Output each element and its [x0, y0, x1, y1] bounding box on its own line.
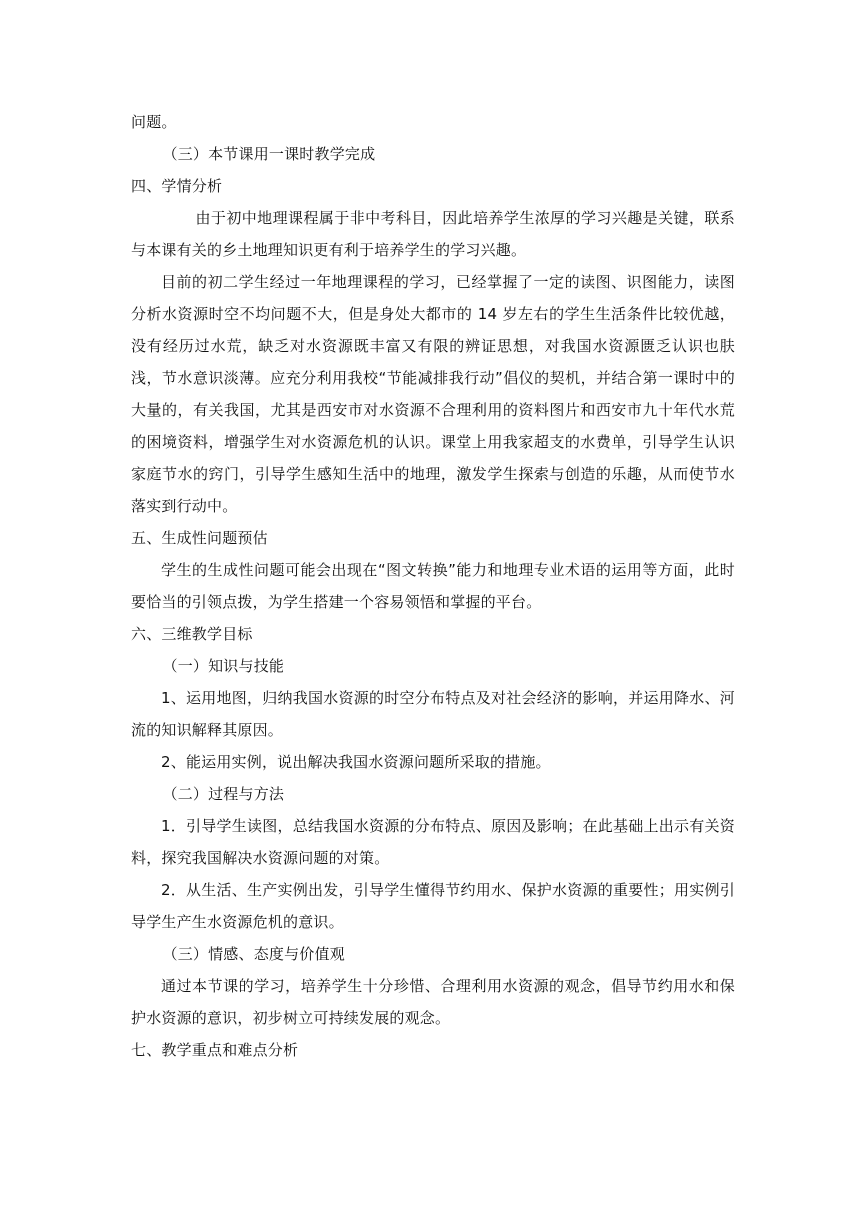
document-body [131, 106, 735, 1066]
paragraph-emotion-values: 通过本节课的学习，培养学生十分珍惜、合理利用水资源的观念，倡导节约用水和保护水资源的意识，初步树立可持续发展的观念。 [131, 977, 735, 1027]
heading-generative-issues: 五、生成性问题预估 [131, 529, 268, 547]
paragraph-process-2: 2．从生活、生产实例出发，引导学生懂得节约用水、保护水资源的重要性；用实例引导学生产生水资源危机的意识。 [131, 881, 735, 931]
paragraph-student-interest: 由于初中地理课程属于非中考科目，因此培养学生浓厚的学习兴趣是关键，联系与本课有关的乡土地理知识更有利于培养学生的学习兴趣。 [131, 209, 735, 259]
heading-key-points: 七、教学重点和难点分析 [131, 1041, 299, 1059]
paragraph-student-situation: 目前的初二学生经过一年地理课程的学习，已经掌握了一定的读图、识图能力，读图分析水资源时空不均问题不大，但是身处大都市的 14 岁左右的学生生活条件比较优越，没有经历过水荒，缺乏对水资源既丰富又有限的辨证思想，对我国水资源匮乏认识也肤浅，节水意识淡薄。应充分利用我校“节能减排我行动”倡仪的契机，并结合第一课时中的大量的，有关我国，尤其是西安市对水资源不合理利用的资料图片和西安市九十年代水荒的困境资料，增强学生对水资源危机的认识。课堂上用我家超支的水费单，引导学生认识家庭节水的窍门，引导学生感知生活中的地理，激发学生探索与创造的乐趣，从而使节水落实到行动中。 [131, 273, 735, 515]
subsection-class-hours: （三）本节课用一课时教学完成 [162, 145, 376, 163]
paragraph-goal-2: 2、能运用实例，说出解决我国水资源问题所采取的措施。 [161, 753, 551, 771]
paragraph-generative-issues: 学生的生成性问题可能会出现在“图文转换”能力和地理专业术语的运用等方面，此时要恰当的引领点拨，为学生搭建一个容易领悟和掌握的平台。 [131, 561, 735, 611]
heading-teaching-goals: 六、三维教学目标 [131, 625, 253, 643]
heading-student-analysis: 四、学情分析 [131, 177, 223, 195]
subsection-knowledge-skills: （一）知识与技能 [162, 657, 285, 675]
paragraph-continuation: 问题。 [131, 113, 177, 131]
subsection-process-method: （二）过程与方法 [162, 785, 285, 803]
paragraph-goal-1: 1、运用地图，归纳我国水资源的时空分布特点及对社会经济的影响，并运用降水、河流的知识解释其原因。 [131, 689, 735, 739]
paragraph-process-1: 1．引导学生读图，总结我国水资源的分布特点、原因及影响；在此基础上出示有关资料，探究我国解决水资源问题的对策。 [131, 817, 735, 867]
subsection-emotion-values: （三）情感、态度与价值观 [162, 945, 345, 963]
